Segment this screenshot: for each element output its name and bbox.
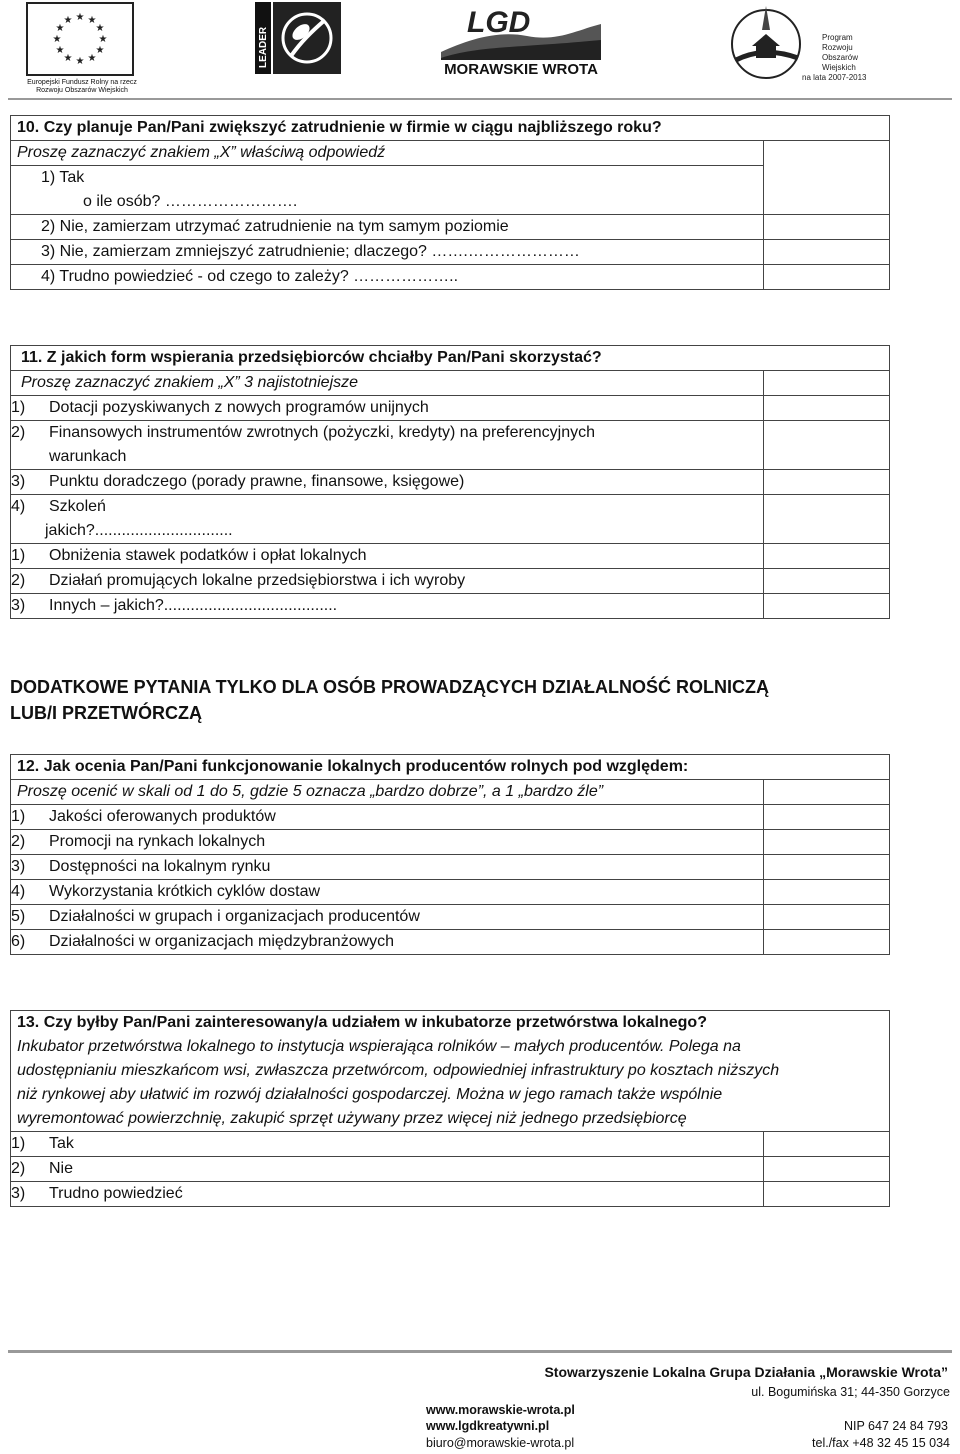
q10-answer-cell-2[interactable] (764, 215, 890, 240)
q11-item-5 (11, 544, 764, 569)
footer-address: ul. Bogumińska 31; 44-350 Gorzyce (751, 1385, 950, 1399)
footer-tel: tel./fax +48 32 45 15 034 (812, 1436, 950, 1450)
q11-item-1-text: Dotacji pozyskiwanych z nowych programów unijnych (49, 399, 429, 416)
q13-item-2-num: 2) (11, 1160, 26, 1177)
q11-answer-cell-2[interactable] (764, 421, 890, 470)
q12-item-6-text: Działalności w organizacjach międzybranżowych (49, 933, 395, 950)
svg-text:★: ★ (55, 45, 65, 56)
q12-item-4-text: Wykorzystania krótkich cyklów dostaw (49, 883, 321, 900)
q11-item-5-num: 1) (11, 547, 26, 564)
q11-item-2 (11, 421, 764, 470)
q12-answer-cell-1[interactable] (764, 805, 890, 830)
q11-item-6-num: 2) (11, 572, 26, 589)
q13-item-2 (11, 1157, 764, 1182)
q11-instruction: Proszę zaznaczyć znakiem „X” 3 najistotniejsze (11, 371, 764, 396)
q10-option-4: 4) Trudno powiedzieć - od czego to zależy? ……………….. (11, 265, 764, 290)
q11-item-7-num: 3) (11, 597, 26, 614)
q10-answer-cell-4[interactable] (764, 265, 890, 290)
q12-item-1-num: 1) (11, 808, 26, 825)
q11-answer-cell-5[interactable] (764, 544, 890, 569)
leader-logo (255, 2, 341, 74)
q13-desc-line-3: niż rynkowej aby ułatwić im rozwój działalności gospodarczej. Można w jego ramach także wspólnie (17, 1086, 723, 1103)
q12-item-3-num: 3) (11, 858, 26, 875)
q10-option-2: 2) Nie, zamierzam utrzymać zatrudnienie na tym samym poziomie (11, 215, 764, 240)
svg-text:★: ★ (87, 15, 97, 26)
svg-text:★: ★ (95, 23, 105, 34)
svg-text:★: ★ (55, 23, 65, 34)
q11-item-3-text: Punktu doradczego (porady prawne, finansowe, księgowe) (49, 473, 465, 490)
q11-item-6 (11, 569, 764, 594)
q13-title: 13. Czy byłby Pan/Pani zainteresowany/a udziałem w inkubatorze przetwórstwa lokalnego? (17, 1014, 707, 1031)
q10-title: 10. Czy planuje Pan/Pani zwiększyć zatrudnienie w firmie w ciągu najbliższego roku? (11, 116, 890, 141)
q12-item-2 (11, 830, 764, 855)
svg-text:na lata 2007-2013: na lata 2007-2013 (802, 73, 866, 82)
q11-item-4-text2: jakich?............................... (45, 522, 233, 539)
question-13-table (10, 1010, 890, 1207)
q11-item-4 (11, 495, 764, 544)
svg-text:MORAWSKIE WROTA: MORAWSKIE WROTA (444, 61, 598, 78)
q12-instruction: Proszę ocenić w skali od 1 do 5, gdzie 5 oznacza „bardzo dobrze”, a 1 „bardzo źle” (11, 780, 764, 805)
q11-answer-cell-4[interactable] (764, 495, 890, 544)
q13-desc-line-4: wyremontować powierzchnię, zakupić sprzęt używany przez więcej niż jednego przedsiębiorcę (17, 1110, 687, 1127)
q13-item-1-text: Tak (49, 1135, 74, 1152)
q11-answer-cell-1[interactable] (764, 396, 890, 421)
q13-desc-line-2: udostępnianiu mieszkańcom wsi, zwłaszcza przetwórcom, odpowiedniej infrastruktury po kosztach niższych (17, 1062, 780, 1079)
footer-www1[interactable]: www.morawskie-wrota.pl (426, 1403, 575, 1417)
q12-item-1 (11, 805, 764, 830)
q11-item-7-text: Innych – jakich?....................................... (49, 597, 338, 614)
q13-answer-cell-3[interactable] (764, 1182, 890, 1207)
q11-item-4-text: Szkoleń (49, 498, 106, 515)
q11-answer-cell-3[interactable] (764, 470, 890, 495)
q13-item-3-num: 3) (11, 1185, 26, 1202)
svg-text:LEADER: LEADER (258, 26, 269, 68)
q12-answer-cell-6[interactable] (764, 930, 890, 955)
q12-item-2-text: Promocji na rynkach lokalnych (49, 833, 266, 850)
heading-line-2: LUB/I PRZETWÓRCZĄ (10, 703, 202, 723)
question-12-table (10, 754, 890, 955)
q11-item-3 (11, 470, 764, 495)
q11-answer-cell-0[interactable] (764, 371, 890, 396)
q10-option-3: 3) Nie, zamierzam zmniejszyć zatrudnienie; dlaczego? …….………………… (11, 240, 764, 265)
q12-answer-cell-4[interactable] (764, 880, 890, 905)
footer-email[interactable]: biuro@morawskie-wrota.pl (426, 1436, 575, 1450)
svg-text:★: ★ (63, 15, 73, 26)
q11-answer-cell-7[interactable] (764, 594, 890, 619)
q12-item-3-text: Dostępności na lokalnym rynku (49, 858, 271, 875)
q11-item-1-num: 1) (11, 399, 26, 416)
q11-item-3-num: 3) (11, 473, 26, 490)
svg-text:Rozwoju: Rozwoju (822, 43, 853, 52)
q10-answer-cell-3[interactable] (764, 240, 890, 265)
q10-option-1 (11, 166, 764, 215)
q12-title: 12. Jak ocenia Pan/Pani funkcjonowanie lokalnych producentów rolnych pod względem: (11, 755, 890, 780)
q13-answer-cell-2[interactable] (764, 1157, 890, 1182)
q13-item-3 (11, 1182, 764, 1207)
eu-flag-logo (26, 2, 134, 76)
footer (0, 1350, 960, 1454)
eu-caption: Europejski Fundusz Rolny na rzecz Rozwoju Obszarów Wiejskich (27, 79, 137, 94)
q11-item-4-num: 4) (11, 498, 26, 515)
footer-www2[interactable]: www.lgdkreatywni.pl (426, 1419, 550, 1433)
q13-answer-cell-1[interactable] (764, 1132, 890, 1157)
q12-item-2-num: 2) (11, 833, 26, 850)
q13-header (11, 1011, 890, 1132)
q12-item-5-num: 5) (11, 908, 26, 925)
q13-item-2-text: Nie (49, 1160, 74, 1177)
svg-text:★: ★ (63, 53, 73, 64)
header-rule (8, 98, 952, 100)
q12-answer-cell-3[interactable] (764, 855, 890, 880)
svg-text:★: ★ (75, 12, 85, 23)
prow-logo (726, 0, 866, 84)
footer-org: Stowarzyszenie Lokalna Grupa Działania „Morawskie Wrota” (544, 1364, 948, 1380)
svg-text:LGD: LGD (467, 6, 531, 39)
footer-nip: NIP 647 24 84 793 (843, 1419, 948, 1433)
q12-answer-cell-0[interactable] (764, 780, 890, 805)
q12-item-5-text: Działalności w grupach i organizacjach producentów (49, 908, 420, 925)
svg-text:★: ★ (75, 56, 85, 67)
q12-item-4-num: 4) (11, 883, 26, 900)
svg-text:★: ★ (95, 45, 105, 56)
question-10-table (10, 115, 890, 290)
header-logos (0, 0, 960, 100)
lgd-logo (437, 0, 605, 78)
q12-item-6-num: 6) (11, 933, 26, 950)
q12-answer-cell-2[interactable] (764, 830, 890, 855)
svg-text:Obszarów: Obszarów (822, 53, 859, 62)
q10-option-1-sub: o ile osób? ……………………. (83, 193, 298, 210)
q11-item-5-text: Obniżenia stawek podatków i opłat lokalnych (49, 547, 367, 564)
q10-answer-cell-1[interactable] (764, 141, 890, 215)
q12-item-5 (11, 905, 764, 930)
svg-text:Program: Program (822, 33, 853, 42)
q11-answer-cell-6[interactable] (764, 569, 890, 594)
q12-item-6 (11, 930, 764, 955)
heading-line-1: DODATKOWE PYTANIA TYLKO DLA OSÓB PROWADZĄCYCH DZIAŁALNOŚĆ ROLNICZĄ (10, 677, 769, 697)
q11-title: 11. Z jakich form wspierania przedsiębiorców chciałby Pan/Pani skorzystać? (11, 346, 890, 371)
q11-item-2-text: Finansowych instrumentów zwrotnych (pożyczki, kredyty) na preferencyjnych (49, 424, 595, 441)
q11-item-7 (11, 594, 764, 619)
q12-item-1-text: Jakości oferowanych produktów (49, 808, 276, 825)
q13-item-1 (11, 1132, 764, 1157)
svg-text:★: ★ (52, 34, 62, 45)
svg-text:★: ★ (87, 53, 97, 64)
additional-questions-heading (10, 674, 910, 726)
q13-desc-line-1: Inkubator przetwórstwa lokalnego to instytucja wspierająca rolników – małych producentów. Polega na (17, 1038, 741, 1055)
q12-answer-cell-5[interactable] (764, 905, 890, 930)
q13-item-3-text: Trudno powiedzieć (49, 1185, 183, 1202)
q12-item-3 (11, 855, 764, 880)
svg-text:Wiejskich: Wiejskich (822, 63, 856, 72)
q11-item-6-text: Działań promujących lokalne przedsiębiorstwa i ich wyroby (49, 572, 466, 589)
svg-text:★: ★ (98, 34, 108, 45)
question-11-table (10, 345, 890, 619)
q10-option-1-label: 1) Tak (41, 169, 85, 186)
q11-item-1 (11, 396, 764, 421)
q13-item-1-num: 1) (11, 1135, 26, 1152)
q12-item-4 (11, 880, 764, 905)
q11-item-2-text2: warunkach (49, 448, 127, 465)
q11-item-2-num: 2) (11, 424, 26, 441)
q10-instruction: Proszę zaznaczyć znakiem „X” właściwą odpowiedź (11, 141, 764, 166)
